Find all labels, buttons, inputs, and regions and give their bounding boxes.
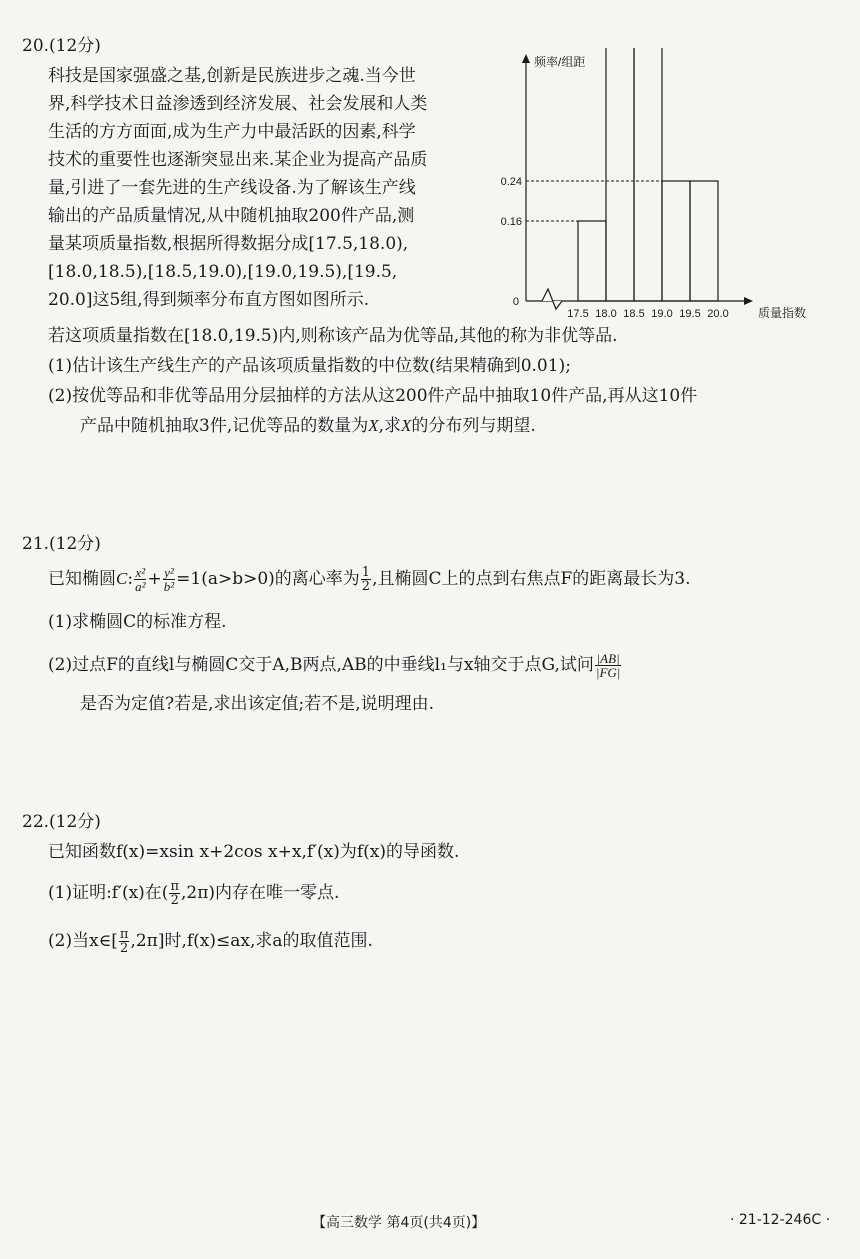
frac-denominator: 2 [120,941,129,956]
q22-part2 [48,926,373,956]
x-tick-label: 18.0 [595,308,617,320]
q20-line: [18.0,18.5),[18.5,19.0),[19.0,19.5),[19.5, [48,262,398,282]
q22-part1 [48,878,339,908]
x-tick-label: 18.5 [623,308,645,320]
x-axis-label: 质量指数 [758,306,807,320]
y-tick-label: 0.16 [500,216,522,228]
q21-header: 21.(12分) [22,534,101,554]
y-tick-label: 0.24 [500,176,522,188]
q22-text: (1)证明:f′(x)在( [48,883,169,903]
q20-part1: (1)估计该生产线生产的产品该项质量指数的中位数(结果精确到0.01); [48,356,571,376]
q22-header: 22.(12分) [22,812,101,832]
q20-part2-text: 的分布列与期望. [411,416,536,436]
frac-denominator: |FG| [595,665,621,680]
q20-line: 20.0]这5组,得到频率分布直方图如图所示. [48,290,370,310]
x-tick-label: 19.5 [679,308,701,320]
q21-text: 的离心率为 [274,569,360,589]
footer-page-info: 【高三数学 第4页(共4页)】 [312,1215,486,1231]
q21-text: ,且椭圆C上的点到右焦点F的距离最长为3. [372,569,691,589]
q20-line: 若这项质量指数在[18.0,19.5)内,则称该产品为优等品,其他的称为非优等品. [48,326,618,346]
fraction-pi-over-2 [119,928,130,955]
q20-line: 科技是国家强盛之基,创新是民族进步之魂.当今世 [48,66,416,86]
frac-numerator: π [119,927,129,942]
q21-part2-line1 [48,650,622,680]
origin-label: 0 [512,296,519,308]
frac-denominator: 2 [361,579,371,594]
frac-numerator: x² [135,565,146,580]
frac-numerator: π [170,879,179,894]
fraction-one-half [361,566,371,593]
q20-line: 生活的方方面面,成为生产力中最活跃的因素,科学 [48,122,416,142]
x-axis-arrow [744,297,753,305]
ellipse-c: C [116,569,128,588]
q20-line: 界,科学技术日益渗透到经济发展、社会发展和人类 [48,94,428,114]
q20-line: 量,引进了一套先进的生产线设备.为了解该生产线 [48,178,416,198]
x-tick-label: 20.0 [707,308,729,320]
q21-line1 [48,564,691,594]
histogram-bar [634,48,662,301]
frac-denominator: a² [135,579,146,594]
axis-break-mark [542,289,562,309]
q20-line: 技术的重要性也逐渐突显出来.某企业为提高产品质 [48,150,428,170]
y-axis-label: 频率/组距 [534,55,586,69]
q21-colon: : [127,569,134,589]
x-tick-label: 19.0 [651,308,673,320]
frac-denominator: b² [163,579,175,594]
frac-numerator: y² [164,565,174,580]
fraction-y2-b2 [163,566,175,593]
q21-part1: (1)求椭圆C的标准方程. [48,612,227,632]
equation-condition: =1(a>b>0) [176,569,275,589]
histogram-bar [606,48,634,301]
frac-numerator: |AB| [596,651,620,666]
q22-line1: 已知函数f(x)=xsin x+2cos x+x,f′(x)为f(x)的导函数. [48,842,460,862]
var-x: X [401,416,412,435]
q22-text: (2)当x∈[ [48,931,118,951]
frac-numerator: 1 [361,565,371,580]
q22-text: ,2π]时,f(x)≤ax,求a的取值范围. [130,931,373,951]
histogram-bar [578,221,606,301]
q21-text: (2)过点F的直线l与椭圆C交于A,B两点,AB的中垂线l₁与x轴交于点G,试问 [48,655,594,675]
histogram-bar [690,181,718,301]
q20-part2-line2 [80,414,536,438]
q20-part2-text: 产品中随机抽取3件,记优等品的数量为 [80,416,369,436]
footer-code: · 21-12-246C · [730,1212,831,1228]
q22-text: ,2π)内存在唯一零点. [181,883,340,903]
plus-sign: + [147,569,162,589]
q20-part2-line1: (2)按优等品和非优等品用分层抽样的方法从这200件产品中抽取10件产品,再从这10件 [48,386,698,406]
fraction-x2-a2 [134,566,146,593]
fraction-ab-fg [595,652,621,679]
q21-part2-line2: 是否为定值?若是,求出该定值;若不是,说明理由. [80,694,435,714]
q21-text: 已知椭圆 [48,569,116,589]
var-x: X [368,416,379,435]
x-tick-label: 17.5 [567,308,589,320]
frac-denominator: 2 [170,893,179,908]
q20-part2-text: ,求 [378,416,402,436]
q20-header: 20.(12分) [22,36,101,56]
fraction-pi-over-2 [169,880,180,907]
frequency-histogram [500,48,830,328]
histogram-bar [662,181,690,301]
y-axis-arrow [522,54,530,63]
q20-line: 输出的产品质量情况,从中随机抽取200件产品,测 [48,206,415,226]
q20-line: 量某项质量指数,根据所得数据分成[17.5,18.0), [48,234,409,254]
